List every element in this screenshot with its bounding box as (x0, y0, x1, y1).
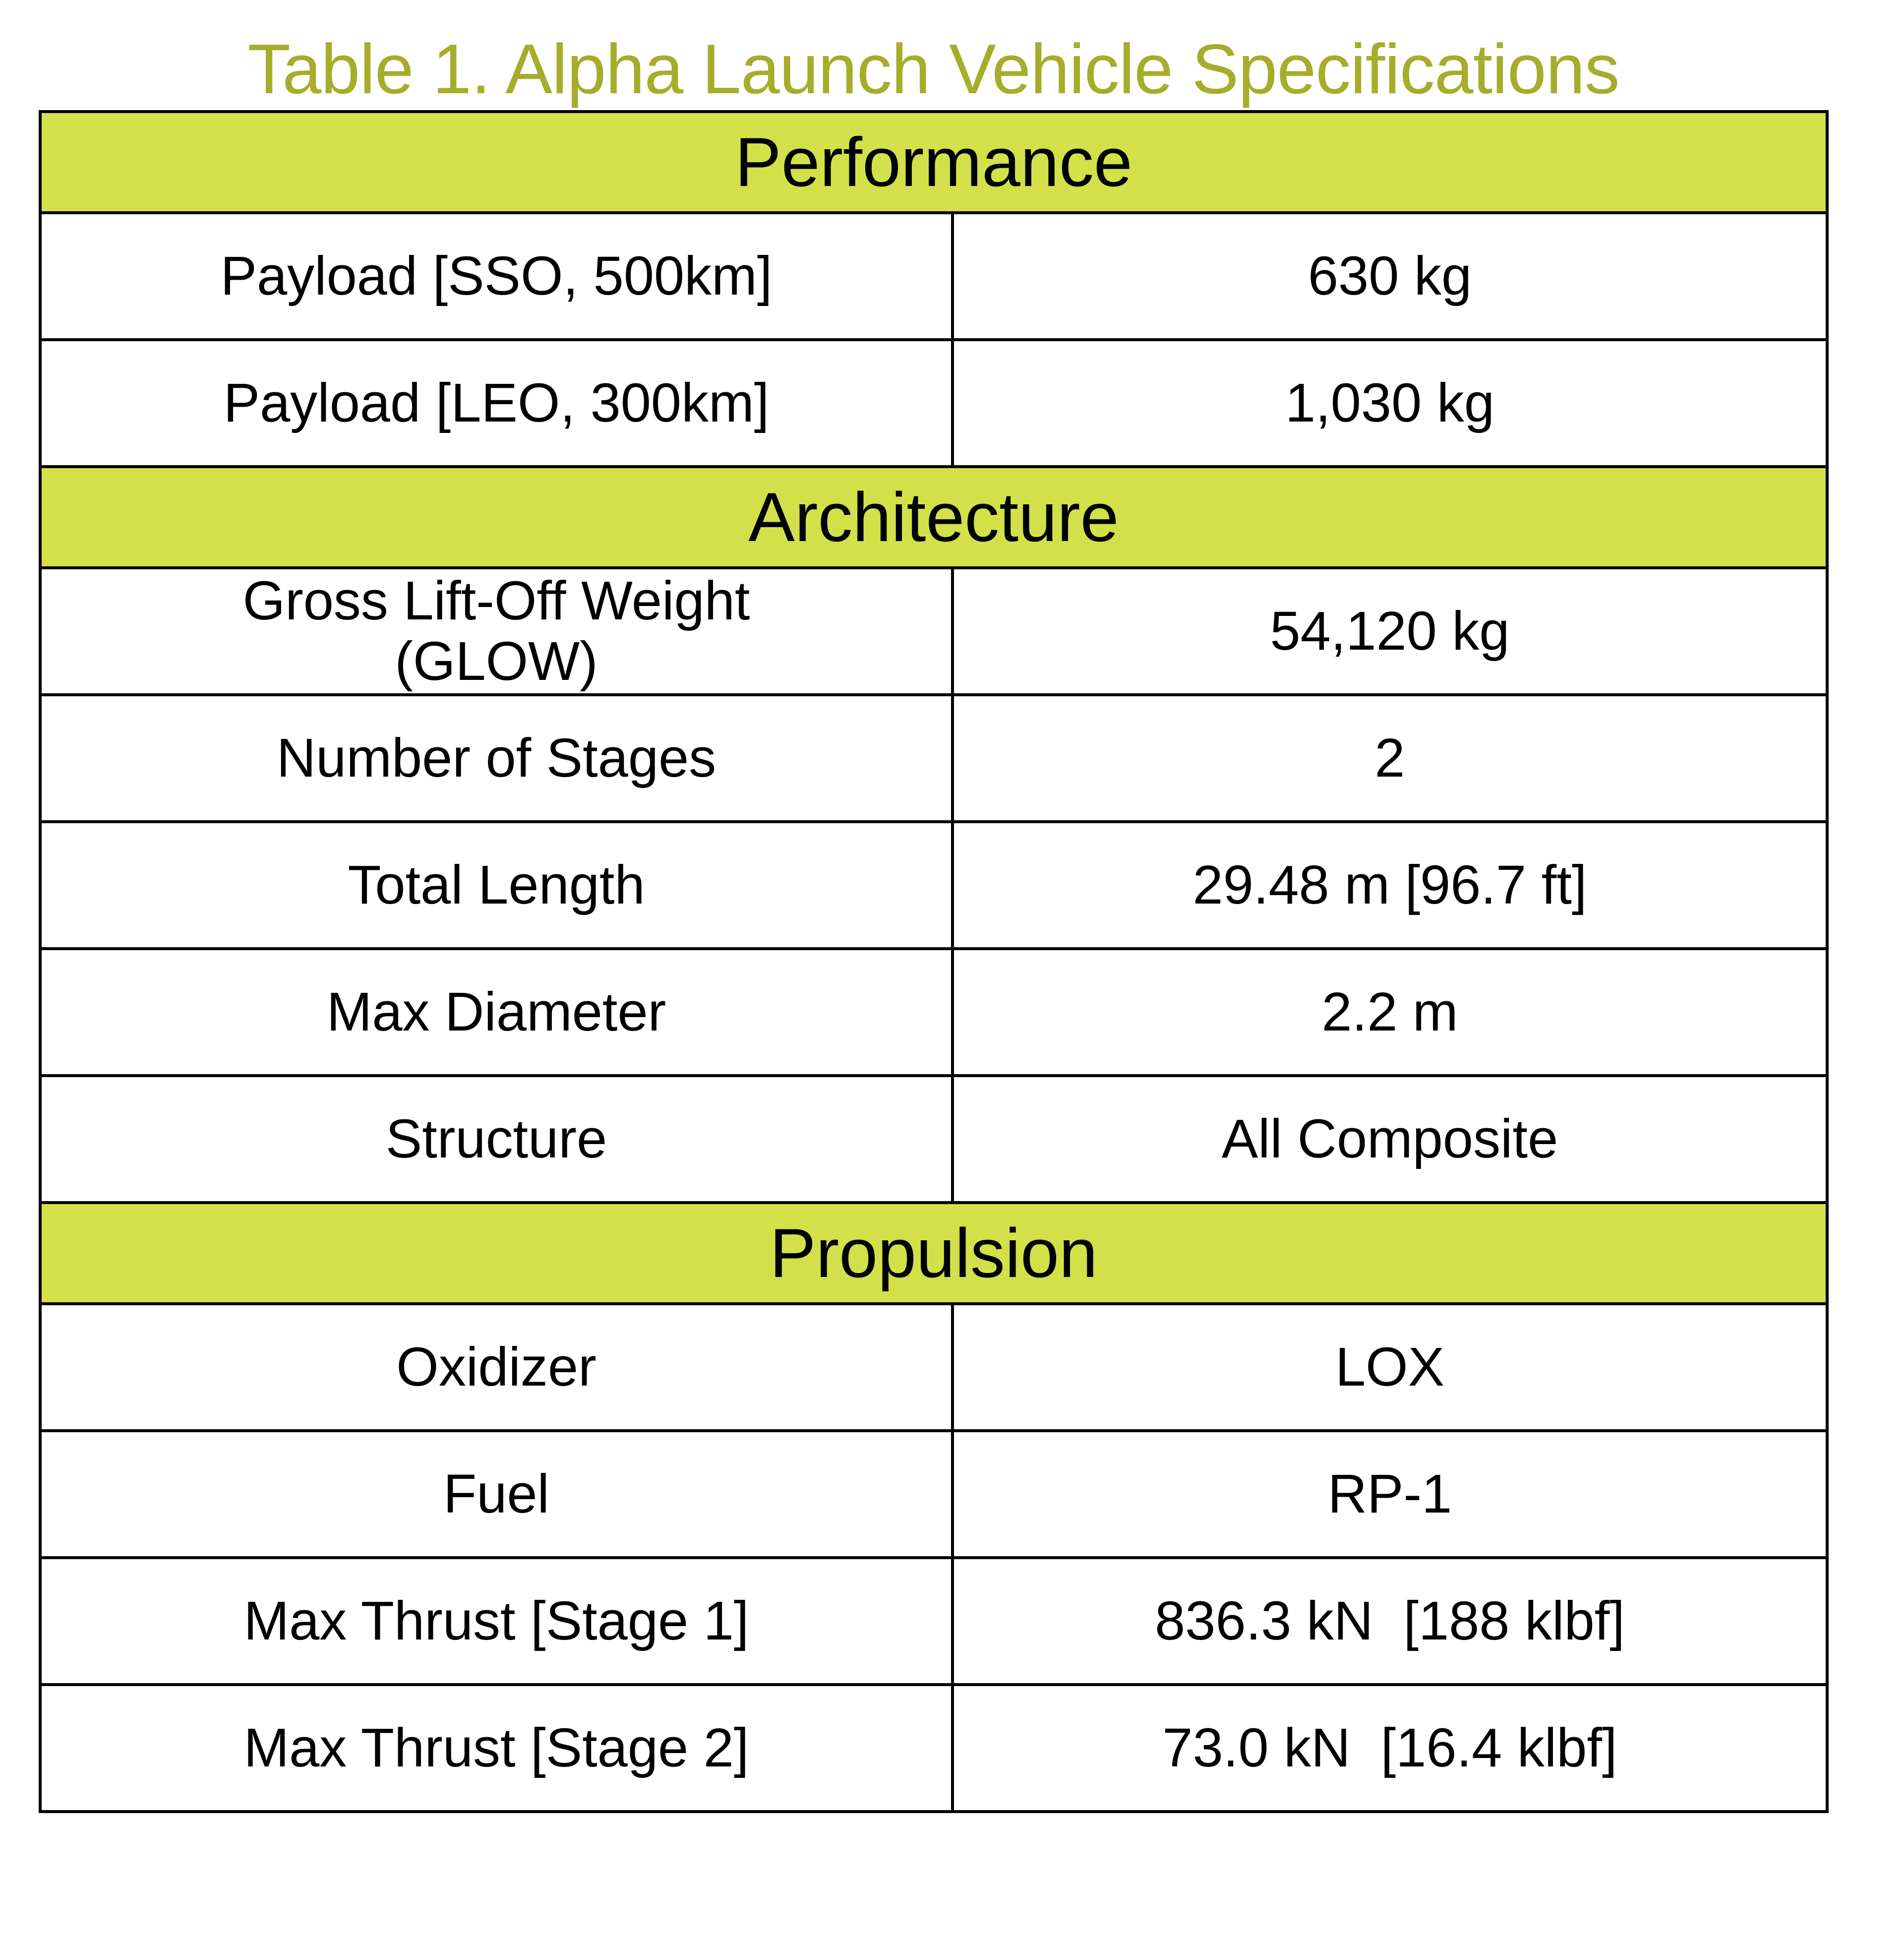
specifications-table (39, 110, 1829, 1813)
table-title: Table 1. Alpha Launch Vehicle Specifications (247, 30, 1619, 109)
row-value: 2 (952, 695, 1827, 822)
row-value: 54,120 kg (952, 568, 1827, 695)
section-heading: Architecture (40, 467, 1827, 568)
table-row (40, 695, 1827, 822)
row-label: Structure (40, 1076, 952, 1203)
row-label: Oxidizer (40, 1304, 952, 1431)
table-row (40, 822, 1827, 949)
row-value: 836.3 kN [188 klbf] (952, 1558, 1827, 1685)
row-label: Payload [SSO, 500km] (40, 213, 952, 340)
table-row (40, 949, 1827, 1076)
row-label: Number of Stages (40, 695, 952, 822)
table-row (40, 1685, 1827, 1812)
row-value: 1,030 kg (952, 340, 1827, 467)
row-value: 73.0 kN [16.4 klbf] (952, 1685, 1827, 1812)
row-label: Total Length (40, 822, 952, 949)
section-header-propulsion (40, 1203, 1827, 1304)
section-heading: Propulsion (40, 1203, 1827, 1304)
table-row (40, 213, 1827, 340)
table-row (40, 1431, 1827, 1558)
row-label: Max Diameter (40, 949, 952, 1076)
row-value: 2.2 m (952, 949, 1827, 1076)
row-value: 630 kg (952, 213, 1827, 340)
section-header-architecture (40, 467, 1827, 568)
table-row (40, 568, 1827, 695)
row-label: Max Thrust [Stage 2] (40, 1685, 952, 1812)
section-header-performance (40, 112, 1827, 213)
row-label: Max Thrust [Stage 1] (40, 1558, 952, 1685)
row-label: Payload [LEO, 300km] (40, 340, 952, 467)
table-row (40, 1558, 1827, 1685)
table-row (40, 1076, 1827, 1203)
section-heading: Performance (40, 112, 1827, 213)
row-value: 29.48 m [96.7 ft] (952, 822, 1827, 949)
table-row (40, 340, 1827, 467)
table-row (40, 1304, 1827, 1431)
row-value: RP-1 (952, 1431, 1827, 1558)
row-label: Gross Lift-Off Weight (GLOW) (40, 568, 952, 695)
row-value: All Composite (952, 1076, 1827, 1203)
row-value: LOX (952, 1304, 1827, 1431)
row-label: Fuel (40, 1431, 952, 1558)
